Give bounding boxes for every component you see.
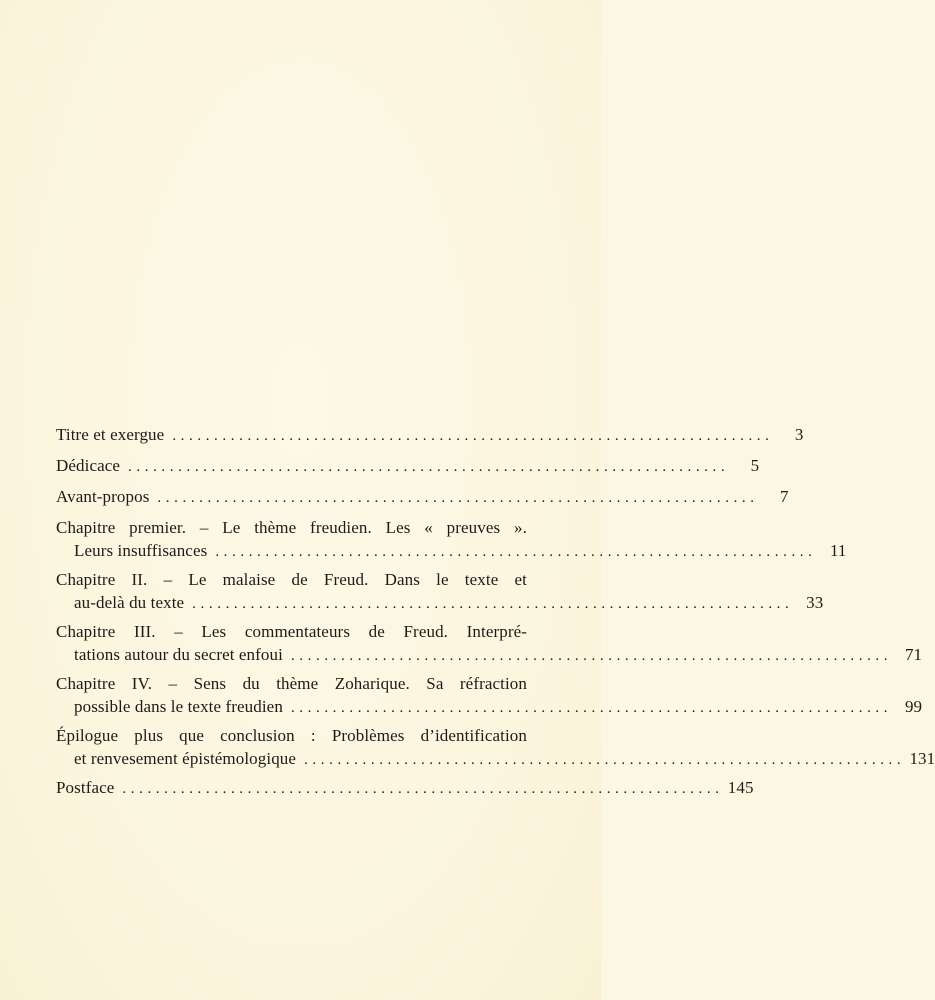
toc-line: [56, 776, 754, 801]
dot-leader: ........................................................................: [128, 459, 730, 475]
toc-entry-chapitre-4: [56, 672, 923, 720]
toc-entry-title: Postface: [56, 778, 115, 797]
dot-leader: ........................................................................: [172, 428, 774, 444]
toc-page-number: 99: [904, 697, 923, 716]
toc-page-number: 3: [794, 425, 804, 444]
toc-line: [56, 539, 847, 564]
dot-leader: ........................................................................: [122, 781, 724, 797]
toc-page-number: 33: [806, 593, 824, 612]
toc-entry-postface: [56, 776, 754, 801]
toc-line: [56, 423, 804, 448]
toc-page-number: 145: [727, 778, 754, 797]
table-of-contents: [56, 423, 935, 807]
toc-line: Chapitre premier. – Le thème freudien. Les « preuves ».: [56, 518, 527, 537]
dot-leader: ........................................................................: [290, 700, 893, 716]
toc-entry-title: Titre et exergue: [56, 425, 165, 444]
toc-entry-chapitre-2: [56, 568, 824, 616]
dot-leader: ........................................................................: [157, 490, 759, 506]
toc-page-number: 7: [780, 487, 789, 506]
toc-entry-title: Dédicace: [56, 456, 121, 475]
dot-leader: ........................................................................: [192, 596, 794, 612]
toc-entry-title: au-delà du texte: [74, 593, 185, 612]
toc-page-number: 131: [909, 749, 935, 768]
toc-page-number: 5: [750, 456, 760, 475]
toc-line: [56, 643, 923, 668]
toc-entry-avant-propos: [56, 485, 789, 510]
toc-line: Chapitre II. – Le malaise de Freud. Dans le texte et: [56, 570, 527, 589]
toc-entry-title: tations autour du secret enfoui: [74, 645, 283, 664]
toc-line: [56, 591, 824, 616]
toc-page-number: 71: [904, 645, 923, 664]
toc-line: Chapitre III. – Les commentateurs de Freud. Interpré-: [56, 622, 527, 641]
toc-entry-epilogue: [56, 724, 935, 772]
toc-entry-titre: [56, 423, 804, 448]
toc-entry-title: Leurs insuffisances: [74, 541, 208, 560]
dot-leader: ........................................................................: [304, 752, 906, 768]
toc-entry-title: et renvesement épistémologique: [74, 749, 297, 768]
dot-leader: ........................................................................: [215, 544, 817, 560]
toc-entry-chapitre-1: [56, 516, 847, 564]
toc-line: [56, 485, 789, 510]
toc-entry-chapitre-3: [56, 620, 923, 668]
toc-page-number: 11: [829, 541, 847, 560]
toc-line: [56, 454, 760, 479]
toc-line: Épilogue plus que conclusion : Problèmes d’identification: [56, 726, 527, 745]
toc-line: Chapitre IV. – Sens du thème Zoharique. Sa réfraction: [56, 674, 527, 693]
dot-leader: ........................................................................: [290, 648, 893, 664]
toc-line: [56, 747, 935, 772]
toc-entry-title: Avant-propos: [56, 487, 150, 506]
toc-entry-title: possible dans le texte freudien: [74, 697, 283, 716]
toc-line: [56, 695, 923, 720]
toc-entry-dedicace: [56, 454, 760, 479]
